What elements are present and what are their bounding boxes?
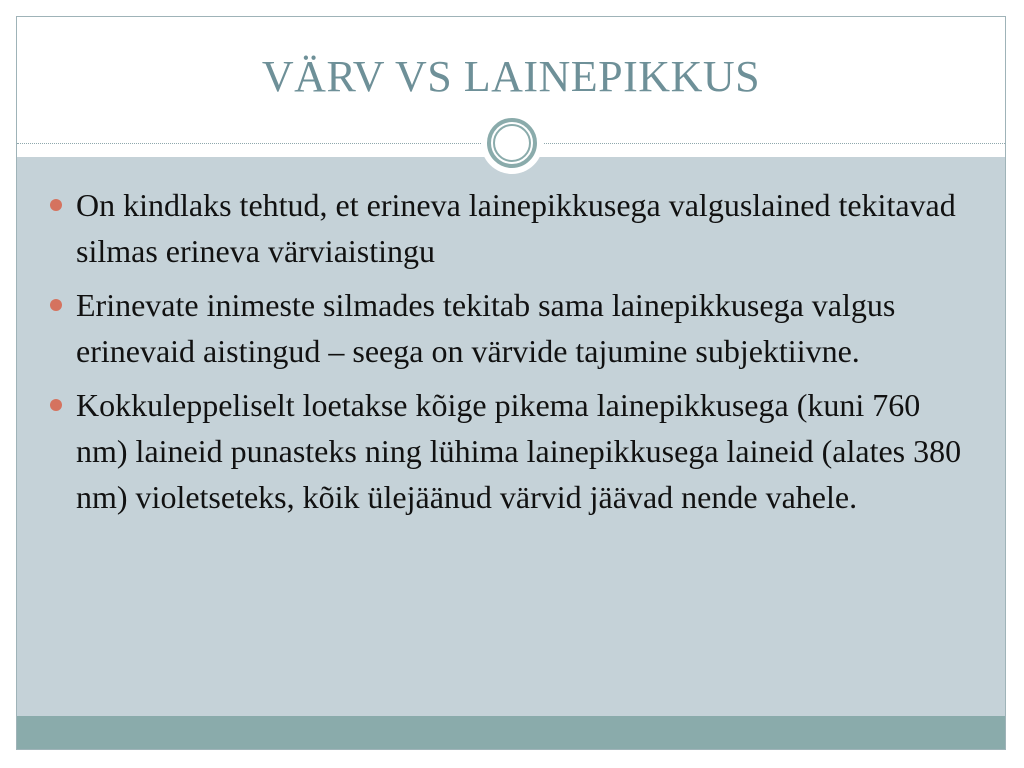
bullet-text: Kokkuleppeliselt loetakse kõige pikema lainepikkusega (kuni 760 nm) laineid punasteks ning lühima lainepikkusega laineid (alates 380 nm) violetseteks, kõik ülejäänud värvid jäävad nende vahele.: [76, 387, 962, 515]
bullet-item: [47, 382, 977, 520]
bullet-text: Erinevate inimeste silmades tekitab sama lainepikkusega valgus erinevaid aistingud – seega on värvide tajumine subjektiivne.: [76, 287, 896, 369]
slide-title: VÄRV VS LAINEPIKKUS: [261, 52, 761, 101]
bullet-text: On kindlaks tehtud, et erineva lainepikkusega valguslained tekitavad silmas erineva värviaistingu: [76, 187, 956, 269]
ring-ornament-inner-icon: [493, 124, 531, 162]
bullet-item: [47, 182, 977, 274]
bullet-dot-icon: [50, 299, 62, 311]
bullet-list: [47, 182, 977, 528]
slide: [16, 16, 1006, 750]
bullet-dot-icon: [50, 199, 62, 211]
bullet-item: [47, 282, 977, 374]
footer-bar: [17, 716, 1005, 750]
bullet-dot-icon: [50, 399, 62, 411]
